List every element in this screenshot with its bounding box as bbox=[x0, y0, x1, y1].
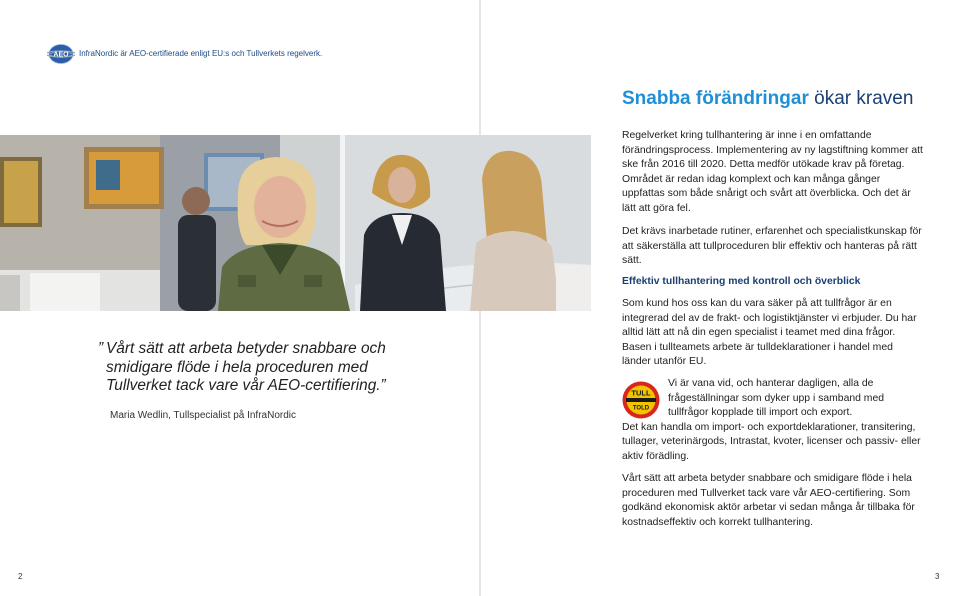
quote-mark: ” bbox=[98, 340, 104, 357]
header-certification-text: InfraNordic är AEO-certifierade enligt EU:s och Tullverkets regelverk. bbox=[79, 49, 323, 58]
page-title bbox=[622, 88, 913, 110]
quote-text: Vårt sätt att arbeta betyder snabbare och smidigare flöde i hela proceduren med Tullverket tack vare vår AEO-certifiering.” bbox=[106, 340, 386, 394]
page-number-left: 2 bbox=[18, 572, 23, 581]
paragraph-expertise: Det krävs inarbetade rutiner, erfarenhet och specialistkunskap för att säkerställa att tullproceduren blir effektiv och hanteras på rätt sätt. bbox=[622, 226, 922, 267]
quote-attribution: Maria Wedlin, Tullspecialist på InfraNordic bbox=[110, 410, 297, 421]
paragraph-import-export bbox=[622, 377, 924, 465]
paragraph-customer: Som kund hos oss kan du vara säker på att tullfrågor är en integrerad del av de frakt- och logistiktjänster vi erbjuder. Du har alltid lätt att nå din egen specialist i teamet med dina frågor. Basen i tullteamets arbete är tulldeklarationer i handel med länder utanför EU. bbox=[622, 298, 917, 368]
page-title-rest: ökar kraven bbox=[808, 88, 914, 109]
section-subheading: Effektiv tullhantering med kontroll och överblick bbox=[622, 276, 861, 287]
aeo-logo-text: AEO bbox=[53, 51, 69, 59]
paragraph-aeo: Vårt sätt att arbeta betyder snabbare och smidigare flöde i hela proceduren med Tullverket tack vare vår AEO-certifiering. Som godkänd ekonomisk aktör arbetar vi sedan många år tillbaka för kostnadseffektiv och korrekt tullhantering. bbox=[622, 473, 915, 528]
pull-quote bbox=[98, 340, 416, 396]
tull-sign-bottom-text: TOLD bbox=[632, 405, 650, 412]
page-title-accent: Snabba förändringar bbox=[622, 88, 809, 109]
paragraph-regulation: Regelverket kring tullhantering är inne i en omfattande förändringsprocess. Implementering av ny lagstiftning kommer att ske från 2016 till 2020. Detta medför utökade krav på företag. Området är redan idag komplext och kan många gånger uppfattas som både snårigt och svårt att överblicka. Och det är lätt att göra fel. bbox=[622, 130, 923, 214]
paragraph-import-export-indented: Vi är vana vid, och hanterar dagligen, alla de frågeställningar som dyker upp i samband med tullfrågor kopplade till import och export. bbox=[668, 378, 885, 419]
tull-sign-top-text: TULL bbox=[631, 388, 651, 398]
paragraph-import-export-rest: Det kan handla om import- och exportdeklarationer, transitering, tullager, veterinärgods, Intrastat, kvoter, licenser och passiv- eller aktiv förädling. bbox=[622, 421, 921, 462]
aeo-logo-icon bbox=[47, 43, 75, 65]
page-number-right: 3 bbox=[935, 572, 940, 581]
office-photo bbox=[0, 135, 591, 311]
